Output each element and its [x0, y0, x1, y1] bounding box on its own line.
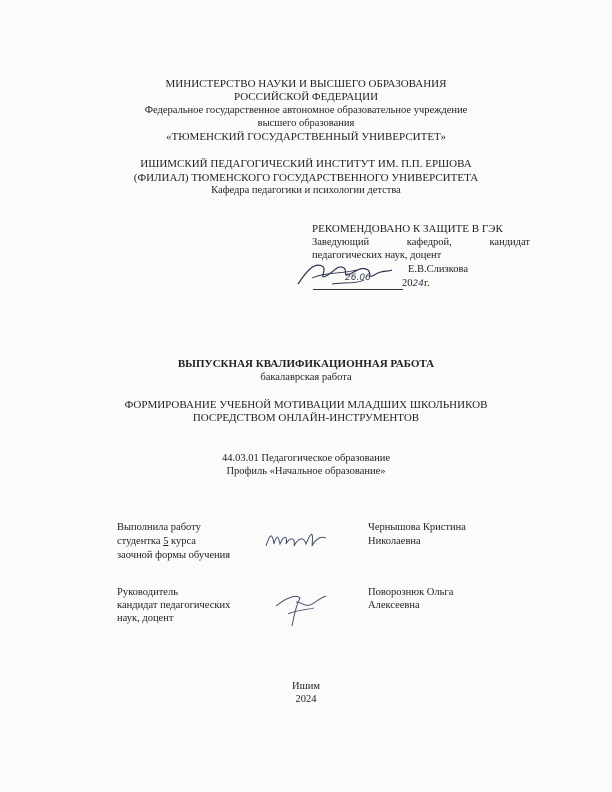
recommendation-title: РЕКОМЕНДОВАНО К ЗАЩИТЕ В ГЭК [312, 223, 503, 235]
supervisor-label-2: кандидат педагогических [117, 600, 231, 611]
author-name-1: Чернышова Кристина [368, 522, 466, 533]
supervisor-name-1: Поворознюк Ольга [368, 587, 454, 598]
author-signature [262, 524, 332, 554]
work-type: ВЫПУСКНАЯ КВАЛИФИКАЦИОННАЯ РАБОТА [177, 358, 435, 370]
author-label-1: Выполнила работу [117, 522, 201, 533]
author-label-2 [117, 536, 196, 549]
ministry-line-2: РОССИЙСКОЙ ФЕДЕРАЦИИ [233, 91, 379, 103]
institution-type: Федеральное государственное автономное образовательное учреждение [144, 105, 468, 116]
institute-line-2: (ФИЛИАЛ) ТЮМЕНСКОГО ГОСУДАРСТВЕННОГО УНИВЕРСИТЕТА [133, 172, 479, 184]
work-subtype: бакалаврская работа [260, 372, 352, 383]
author-name-2: Николаевна [368, 536, 421, 547]
recommendation-position: Заведующий кафедрой, кандидат [312, 237, 530, 248]
year-prefix: 20 [402, 278, 413, 289]
ministry-line-1: МИНИСТЕРСТВО НАУКИ И ВЫСШЕГО ОБРАЗОВАНИЯ [165, 78, 447, 90]
program-code: 44.03.01 Педагогическое образование [221, 453, 390, 464]
year: 2024 [295, 694, 317, 705]
supervisor-label-1: Руководитель [117, 587, 178, 598]
supervisor-signature [266, 584, 336, 630]
city: Ишим [292, 681, 320, 692]
institute-line-1: ИШИМСКИЙ ПЕДАГОГИЧЕСКИЙ ИНСТИТУТ ИМ. П.П. ЕРШОВА [140, 158, 472, 170]
supervisor-name-2: Алексеевна [368, 600, 420, 611]
university-name: «ТЮМЕНСКИЙ ГОСУДАРСТВЕННЫЙ УНИВЕРСИТЕТ» [166, 131, 446, 143]
date-handwritten: 26.06 [345, 273, 371, 283]
supervisor-label-3: наук, доцент [117, 613, 174, 624]
recommendation-degree: педагогических наук, доцент [312, 250, 442, 261]
head-signature [292, 254, 402, 292]
author-status: студентка [117, 536, 161, 547]
year-handwritten: 24 [412, 279, 424, 289]
education-level: высшего образования [257, 118, 355, 129]
department: Кафедра педагогики и психологии детства [211, 185, 401, 196]
author-course: 5 [163, 536, 169, 547]
work-title-line-2: ПОСРЕДСТВОМ ОНЛАЙН-ИНСТРУМЕНТОВ [192, 412, 420, 424]
author-course-word: курса [171, 536, 196, 547]
program-profile: Профиль «Начальное образование» [226, 466, 386, 477]
author-label-3: заочной формы обучения [117, 550, 231, 561]
year-suffix: г. [423, 278, 430, 289]
work-title-line-1: ФОРМИРОВАНИЕ УЧЕБНОЙ МОТИВАЦИИ МЛАДШИХ ШКОЛЬНИКОВ [124, 399, 488, 411]
recommendation-year [402, 278, 430, 291]
head-of-department-name: Е.В.Слизкова [408, 264, 468, 275]
